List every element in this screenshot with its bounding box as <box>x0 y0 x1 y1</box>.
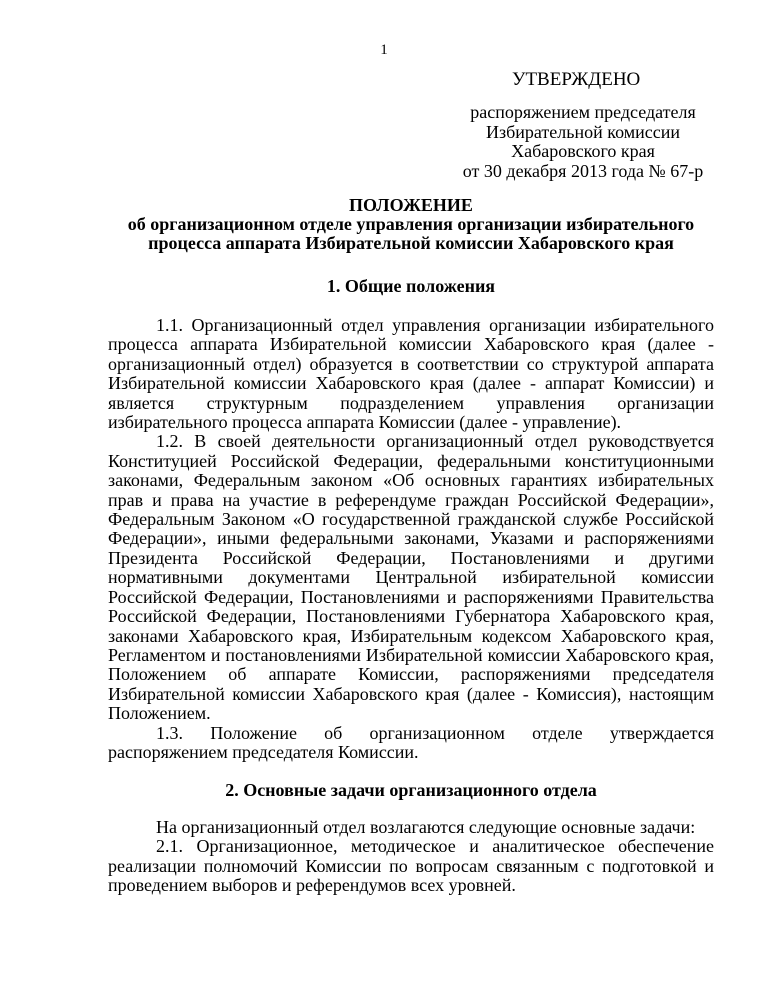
section-2-heading: 2. Основные задачи организационного отдела <box>225 780 597 800</box>
approval-block <box>440 70 760 181</box>
paragraph-1-1: 1.1. Организационный отдел управления организации избирательного процесса аппарата Избирательной комиссии Хабаровского края (далее - организационный отдел) образуется в соответствии со структурой аппарата Избирательной комиссии Хабаровского края (далее - аппарат Комиссии) и является структурным подразделением управления организации избирательного процесса аппарата Комиссии (далее - управление). <box>108 315 714 433</box>
paragraph-2-intro: На организационный отдел возлагаются следующие основные задачи: <box>156 817 696 837</box>
paragraph-1-3: 1.3. Положение об организационном отделе утверждается распоряжением председателя Комиссии. <box>108 722 714 762</box>
approval-line: распоряжением председателя <box>470 102 696 122</box>
paragraph-1-2: 1.2. В своей деятельности организационный отдел руководствуется Конституцией Российской Федерации, федеральными конституционными законами, Федеральным законом «Об основных гарантиях избирательных прав и права на участие в референдуме граждан Российской Федерации», Федеральным Законом «О государственной гражданской службе Российской Федерации», иными федеральными законами, Указами и распоряжениями Президента Российской Федерации, Постановлениями и другими нормативными документами Центральной избирательной комиссии Российской Федерации, Постановлениями и распоряжениями Правительства Российской Федерации, Постановлениями Губернатора Хабаровского края, законами Хабаровского края, Избирательным кодексом Хабаровского края, Регламентом и постановлениями Избирательной комиссии Хабаровского края, Положением об аппарате Комиссии, распоряжениями председателя Избирательной комиссии Хабаровского края (далее - Комиссия), настоящим Положением. <box>108 431 714 724</box>
approval-line: Хабаровского края <box>511 141 655 161</box>
approval-line: от 30 декабря 2013 года № 67-р <box>462 160 704 181</box>
section-1-body <box>108 316 714 762</box>
title-line: ПОЛОЖЕНИЕ <box>349 195 473 215</box>
approval-heading: УТВЕРЖДЕНО <box>512 69 641 90</box>
section-2-body <box>108 818 714 896</box>
title-line: процесса аппарата Избирательной комиссии Хабаровского края <box>148 233 674 253</box>
section-1-heading: 1. Общие положения <box>326 276 496 296</box>
page-number: 1 <box>380 42 388 58</box>
approval-lines <box>448 103 718 181</box>
document-title <box>108 196 714 253</box>
title-line: об организационном отделе управления организации избирательного <box>127 214 695 234</box>
paragraph-2-1: 2.1. Организационное, методическое и аналитическое обеспечение реализации полномочий Комиссии по вопросам связанным с подготовкой и проведением выборов и референдумов всех уровней. <box>108 836 714 896</box>
approval-line: Избирательной комиссии <box>486 121 680 142</box>
